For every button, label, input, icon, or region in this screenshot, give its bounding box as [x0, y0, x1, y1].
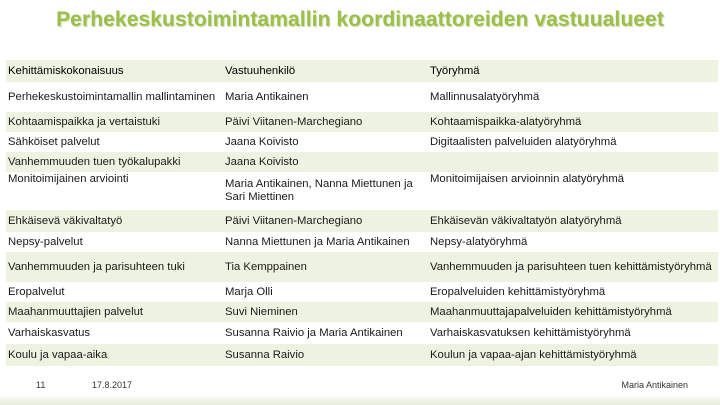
table-row [6, 152, 718, 172]
cell-person: Tia Kemppainen [223, 252, 428, 282]
table-row [6, 344, 718, 366]
cell-group: Maahanmuuttajapalveluiden kehittämistyöryhmä [428, 302, 718, 322]
table-row [6, 232, 718, 252]
cell-area: Perhekeskustoimintamallin mallintaminen [6, 82, 223, 112]
cell-group: Koulun ja vapaa-ajan kehittämistyöryhmä [428, 344, 718, 366]
cell-person: Suvi Nieminen [223, 302, 428, 322]
slide-title: Perhekeskustoimintamallin koordinaattoreiden vastuualueet [56, 8, 664, 31]
cell-person: Päivi Viitanen-Marchegiano [223, 210, 428, 232]
cell-area: Ehkäisevä väkivaltatyö [6, 210, 223, 232]
header-area: Kehittämiskokonaisuus [6, 60, 223, 82]
cell-area: Koulu ja vapaa-aika [6, 344, 223, 366]
cell-group: Eropalveluiden kehittämistyöryhmä [428, 282, 718, 302]
slide-number: 11 [36, 380, 46, 390]
cell-person: Maria Antikainen [223, 82, 428, 112]
cell-group: Ehkäisevän väkivaltatyön alatyöryhmä [428, 210, 718, 232]
cell-group: Monitoimijaisen arvioinnin alatyöryhmä [428, 172, 718, 210]
cell-area: Kohtaamispaikka ja vertaistuki [6, 112, 223, 132]
cell-group: Kohtaamispaikka-alatyöryhmä [428, 112, 718, 132]
table-row [6, 282, 718, 302]
cell-group: Vanhemmuuden ja parisuhteen tuen kehittämistyöryhmä [428, 252, 718, 282]
cell-group: Varhaiskasvatuksen kehittämistyöryhmä [428, 322, 718, 344]
table-header-row [6, 60, 718, 82]
table-row [6, 112, 718, 132]
table-row [6, 210, 718, 232]
cell-area: Eropalvelut [6, 282, 223, 302]
cell-area: Varhaiskasvatus [6, 322, 223, 344]
cell-person: Jaana Koivisto [223, 152, 428, 172]
cell-area: Nepsy-palvelut [6, 232, 223, 252]
cell-person: Jaana Koivisto [223, 132, 428, 152]
cell-area: Monitoimijainen arviointi [6, 172, 223, 210]
slide-author: Maria Antikainen [621, 380, 688, 390]
cell-person: Marja Olli [223, 282, 428, 302]
cell-group: Mallinnusalatyöryhmä [428, 82, 718, 112]
cell-person: Nanna Miettunen ja Maria Antikainen [223, 232, 428, 252]
cell-person: Maria Antikainen, Nanna Miettunen ja Sari Miettinen [223, 172, 428, 210]
cell-group: Nepsy-alatyöryhmä [428, 232, 718, 252]
cell-area: Vanhemmuuden tuen työkalupakki [6, 152, 223, 172]
cell-area: Sähköiset palvelut [6, 132, 223, 152]
table-row [6, 322, 718, 344]
slide-date: 17.8.2017 [92, 380, 133, 390]
cell-group: Digitaalisten palveluiden alatyöryhmä [428, 132, 718, 152]
table-row [6, 172, 718, 210]
cell-group [428, 152, 718, 172]
table-row [6, 132, 718, 152]
bottom-decoration-bar [0, 394, 720, 405]
cell-person: Päivi Viitanen-Marchegiano [223, 112, 428, 132]
cell-area: Vanhemmuuden ja parisuhteen tuki [6, 252, 223, 282]
table-row [6, 252, 718, 282]
responsibilities-table [6, 60, 718, 366]
cell-person: Susanna Raivio ja Maria Antikainen [223, 322, 428, 344]
cell-person: Susanna Raivio [223, 344, 428, 366]
table-row [6, 302, 718, 322]
table-row [6, 82, 718, 112]
cell-area: Maahanmuuttajien palvelut [6, 302, 223, 322]
header-person: Vastuuhenkilö [223, 60, 428, 82]
header-group: Työryhmä [428, 60, 718, 82]
